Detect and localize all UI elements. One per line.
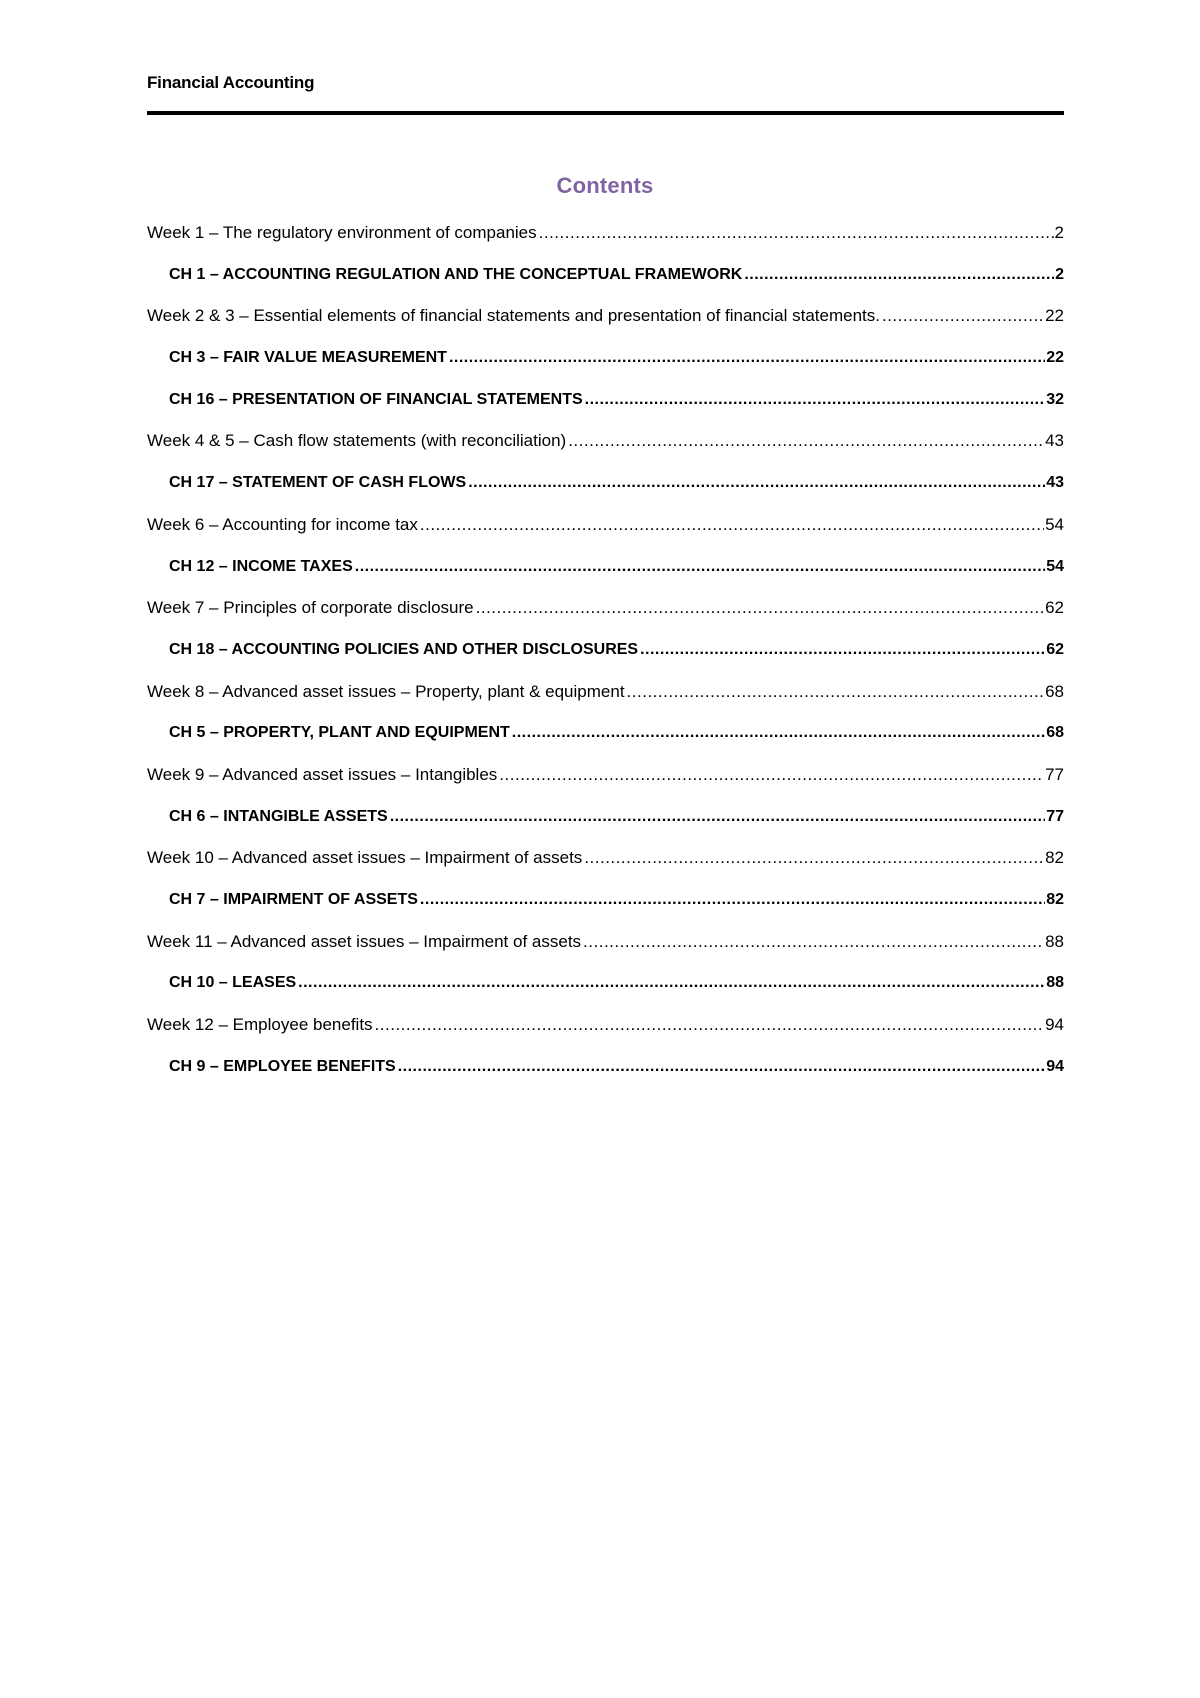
toc-entry-page-number: 2 [1055,265,1064,283]
toc-entry-label: Week 6 – Accounting for income tax [147,514,418,534]
toc-dot-leader [499,764,1044,786]
toc-entry-page-number: 88 [1046,974,1064,992]
toc-entry-chapter[interactable] [147,556,1064,598]
toc-entry-label: CH 10 – LEASES [169,972,297,994]
toc-entry-page-number: 54 [1045,514,1064,534]
toc-entry-week[interactable] [147,430,1064,472]
toc-entry-label: Week 11 – Advanced asset issues – Impairment of assets [147,931,582,951]
toc-entry-week[interactable] [147,931,1064,973]
running-header-title: Financial Accounting [147,73,315,92]
toc-entry-chapter[interactable] [147,347,1064,389]
toc-entry-page-number: 82 [1046,891,1064,908]
toc-dot-leader [568,430,1044,452]
toc-entry-page-number: 68 [1045,681,1064,701]
toc-entry-label: Week 8 – Advanced asset issues – Property, plant & equipment [147,681,625,701]
toc-entry-page-number: 88 [1045,931,1064,951]
toc-entry-page-number: 77 [1046,807,1064,825]
toc-entry-label: CH 16 – PRESENTATION OF FINANCIAL STATEMENTS [169,389,584,411]
toc-entry-chapter[interactable] [147,889,1064,931]
toc-dot-leader [390,806,1046,828]
toc-dot-leader [512,722,1045,744]
toc-dot-leader [627,681,1045,703]
table-of-contents [147,222,1064,1097]
toc-entry-label: Week 9 – Advanced asset issues – Intangibles [147,764,498,784]
toc-dot-leader [468,472,1045,494]
toc-entry-label: CH 17 – STATEMENT OF CASH FLOWS [169,472,467,494]
toc-dot-leader [420,889,1045,911]
toc-entry-label: CH 1 – ACCOUNTING REGULATION AND THE CONCEPTUAL FRAMEWORK [169,264,743,286]
toc-entry-week[interactable] [147,847,1064,889]
header-rule [147,111,1064,115]
toc-entry-week[interactable] [147,305,1064,347]
toc-dot-leader [583,931,1044,953]
toc-entry-label: Week 4 & 5 – Cash flow statements (with reconciliation) [147,431,567,451]
toc-entry-week[interactable] [147,514,1064,556]
toc-dot-leader [585,389,1046,411]
toc-entry-chapter[interactable] [147,639,1064,681]
toc-entry-label: CH 6 – INTANGIBLE ASSETS [169,806,389,828]
toc-entry-week[interactable] [147,597,1064,639]
toc-entry-page-number: 2 [1054,223,1064,242]
toc-dot-leader [420,514,1044,536]
toc-entry-label: CH 5 – PROPERTY, PLANT AND EQUIPMENT [169,722,511,744]
toc-entry-chapter[interactable] [147,472,1064,514]
toc-entry-page-number: 22 [1046,349,1064,367]
toc-dot-leader [398,1056,1045,1078]
toc-entry-label: CH 12 – INCOME TAXES [169,556,354,578]
toc-entry-week[interactable] [147,764,1064,806]
toc-entry-label: CH 7 – IMPAIRMENT OF ASSETS [169,889,419,911]
toc-entry-page-number: 32 [1046,390,1064,408]
toc-entry-chapter[interactable] [147,972,1064,1014]
toc-entry-page-number: 54 [1046,557,1064,575]
toc-dot-leader [298,972,1045,994]
toc-entry-label: CH 9 – EMPLOYEE BENEFITS [169,1056,397,1078]
toc-entry-week[interactable] [147,1014,1064,1056]
toc-entry-chapter[interactable] [147,806,1064,848]
toc-dot-leader [449,347,1045,369]
toc-dot-leader [539,222,1054,244]
toc-entry-chapter[interactable] [147,264,1064,306]
toc-dot-leader [640,639,1045,661]
toc-dot-leader [584,847,1044,869]
toc-entry-page-number: 62 [1045,598,1064,618]
toc-entry-page-number: 62 [1046,640,1064,658]
toc-dot-leader [882,305,1044,327]
toc-entry-label: Week 1 – The regulatory environment of companies [147,223,537,242]
toc-entry-week[interactable] [147,681,1064,723]
toc-entry-page-number: 94 [1046,1057,1064,1075]
toc-entry-label: Week 10 – Advanced asset issues – Impairment of assets [147,848,583,868]
toc-entry-page-number: 82 [1045,848,1064,868]
toc-dot-leader [375,1014,1045,1036]
toc-entry-label: CH 18 – ACCOUNTING POLICIES AND OTHER DISCLOSURES [169,639,639,661]
toc-entry-page-number: 77 [1045,764,1064,784]
toc-dot-leader [355,556,1045,578]
toc-entry-page-number: 43 [1045,431,1064,451]
toc-entry-label: Week 12 – Employee benefits [147,1015,373,1035]
toc-heading: Contents [556,173,654,198]
toc-entry-week[interactable] [147,222,1064,264]
toc-entry-page-number: 68 [1046,724,1064,742]
toc-entry-chapter[interactable] [147,1056,1064,1098]
toc-entry-page-number: 94 [1045,1015,1064,1035]
toc-entry-label: Week 2 & 3 – Essential elements of financial statements and presentation of financial statements. [147,306,880,326]
toc-dot-leader [476,597,1044,619]
toc-entry-label: Week 7 – Principles of corporate disclosure [147,598,474,618]
toc-entry-page-number: 22 [1045,306,1064,326]
toc-entry-label: CH 3 – FAIR VALUE MEASUREMENT [169,347,448,369]
toc-entry-page-number: 43 [1046,474,1064,492]
toc-entry-chapter[interactable] [147,722,1064,764]
toc-entry-chapter[interactable] [147,389,1064,431]
toc-dot-leader [744,264,1054,286]
